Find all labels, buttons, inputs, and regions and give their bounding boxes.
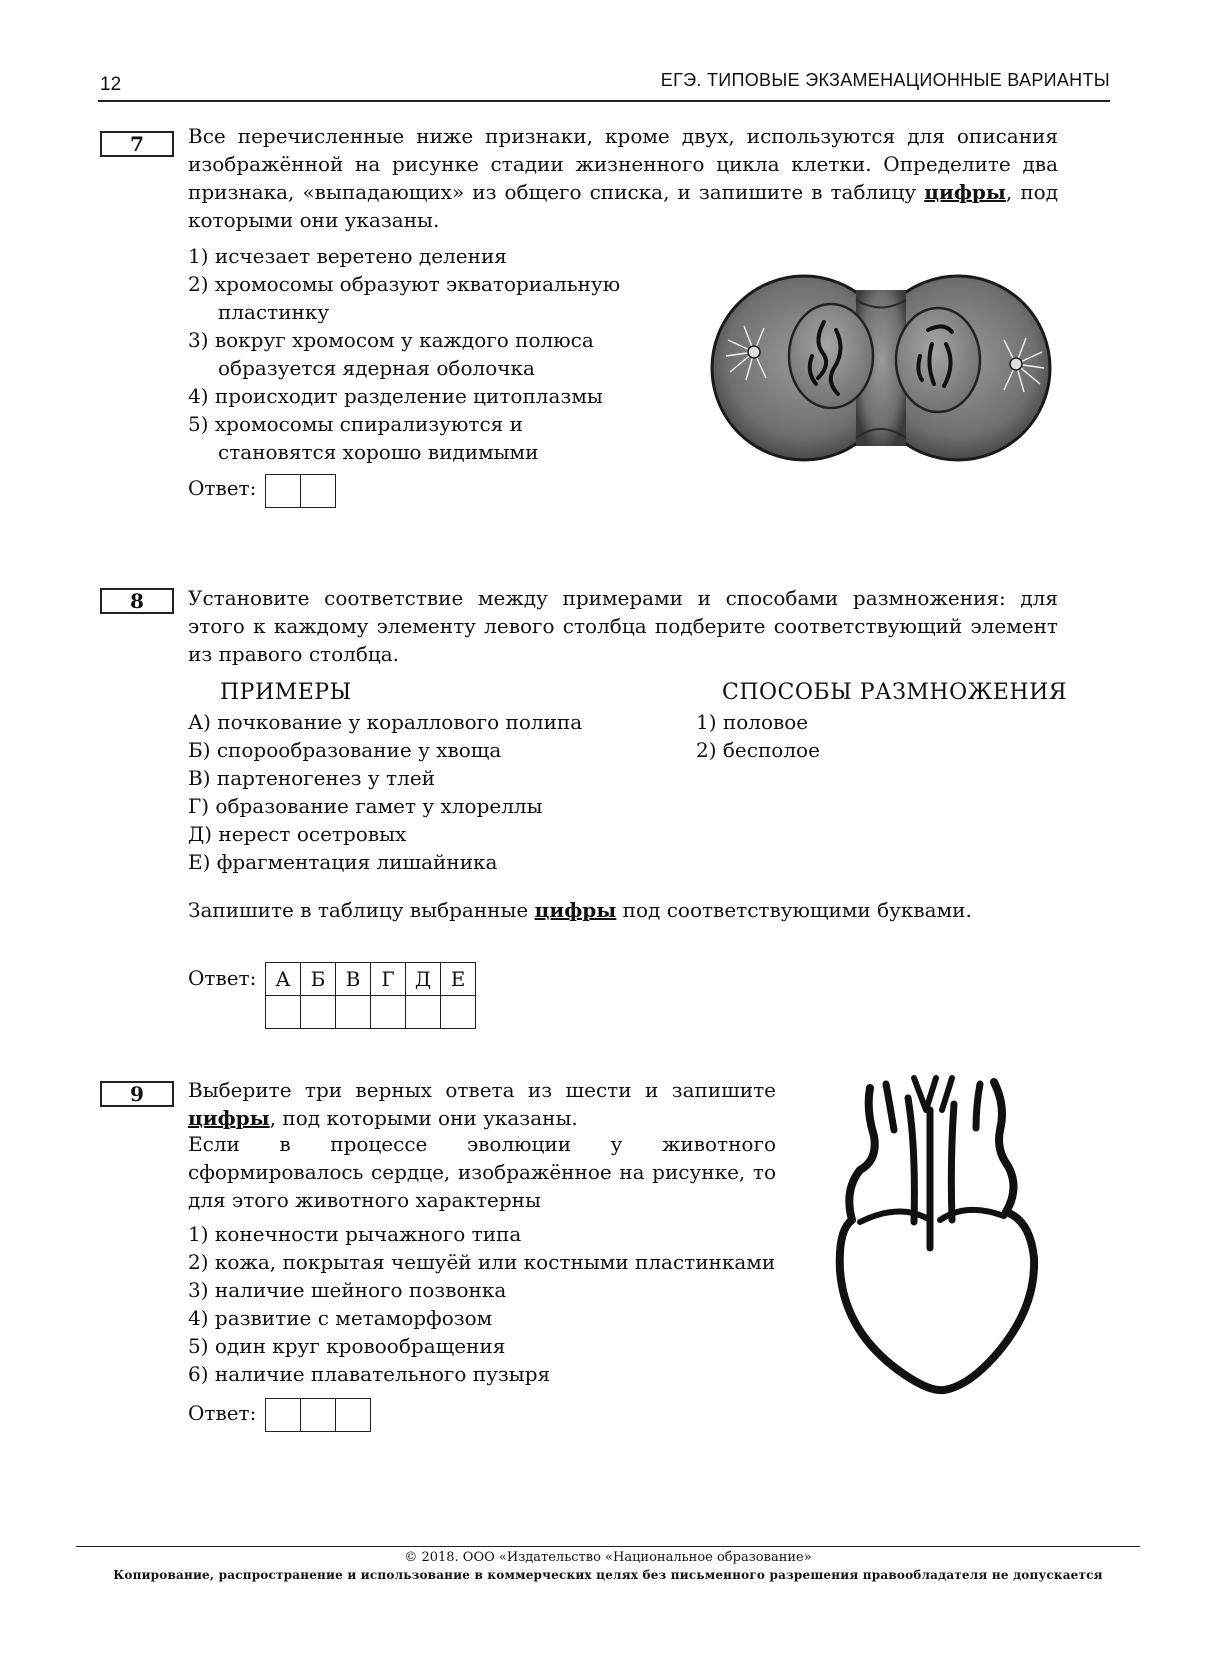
examples-column-header: ПРИМЕРЫ	[220, 680, 352, 705]
answer-letter: А	[266, 963, 301, 996]
list-item: 3) наличие шейного позвонка	[188, 1278, 507, 1302]
question-8-instruction: Запишите в таблицу выбранные цифры под соответствующими буквами.	[188, 898, 972, 922]
answer-cell[interactable]	[266, 475, 301, 508]
list-item: 1) половое	[696, 710, 809, 734]
list-item: Д) нерест осетровых	[188, 822, 407, 846]
header-divider	[98, 100, 1110, 102]
answer-cell[interactable]	[406, 996, 441, 1029]
emphasis-digits: цифры	[188, 1106, 270, 1130]
list-item: 3) вокруг хромосом у каждого полюса образуется ядерная оболочка	[188, 328, 594, 380]
answer-cell[interactable]	[301, 1399, 336, 1432]
question-7-answer-label: Ответ:	[188, 476, 257, 500]
answer-letter: Д	[406, 963, 441, 996]
answer-letter: Б	[301, 963, 336, 996]
cell-division-figure	[706, 260, 1056, 480]
list-item: 2) бесполое	[696, 738, 820, 762]
question-8-examples	[188, 708, 638, 876]
methods-column-header: СПОСОБЫ РАЗМНОЖЕНИЯ	[722, 680, 1068, 705]
question-7-number: 7	[100, 131, 174, 157]
answer-cell[interactable]	[336, 1399, 371, 1432]
list-item: 1) конечности рычажного типа	[188, 1222, 522, 1246]
question-8-methods	[696, 708, 996, 764]
question-9-answer-label: Ответ:	[188, 1401, 257, 1425]
question-8-number: 8	[100, 588, 174, 614]
list-item: А) почкование у кораллового полипа	[188, 710, 583, 734]
answer-cell[interactable]	[301, 475, 336, 508]
emphasis-digits: цифры	[534, 898, 617, 922]
emphasis-digits: цифры	[924, 180, 1006, 204]
running-header-title: ЕГЭ. ТИПОВЫЕ ЭКЗАМЕНАЦИОННЫЕ ВАРИАНТЫ	[660, 70, 1110, 90]
question-8-answer-table	[265, 962, 476, 1029]
question-9-answer-table	[265, 1398, 371, 1432]
list-item: 6) наличие плавательного пузыря	[188, 1362, 551, 1386]
left-nucleus	[789, 304, 873, 408]
list-item: 5) один круг кровообращения	[188, 1334, 506, 1358]
question-7-text: Все перечисленные ниже признаки, кроме двух, используются для описания изображённой на рисунке стадии жизненного цикла клетки. Определите два признака, «выпадающих» из общего списка, и запишите в таблицу цифры, под которыми они указаны.	[188, 124, 1059, 232]
answer-cell[interactable]	[336, 996, 371, 1029]
question-9-options	[188, 1220, 788, 1388]
answer-letter: В	[336, 963, 371, 996]
list-item: В) партеногенез у тлей	[188, 766, 435, 790]
answer-cell[interactable]	[266, 996, 301, 1029]
footer-divider	[76, 1546, 1140, 1547]
footer-copyright: © 2018. ООО «Издательство «Национальное образование»	[404, 1550, 812, 1565]
question-9-number: 9	[100, 1081, 174, 1107]
question-8-text: Установите соответствие между примерами и способами размножения: для этого к каждому элементу левого столбца подберите соответствующий элемент из правого столбца.	[188, 586, 1058, 666]
question-9-intro: Выберите три верных ответа из шести и запишите цифры, под которыми они указаны.	[188, 1078, 776, 1130]
list-item: 4) развитие с метаморфозом	[188, 1306, 493, 1330]
question-7-answer-table	[265, 474, 336, 508]
answer-cell[interactable]	[301, 996, 336, 1029]
answer-letter: Е	[441, 963, 476, 996]
list-item: 5) хромосомы спирализуются и становятся хорошо видимыми	[188, 412, 539, 464]
footer-notice: Копирование, распространение и использование в коммерческих целях без письменного разрешения правообладателя не допускается	[113, 1568, 1103, 1582]
list-item: Е) фрагментация лишайника	[188, 850, 498, 874]
heart-figure	[830, 1070, 1050, 1400]
answer-cell[interactable]	[441, 996, 476, 1029]
answer-cell[interactable]	[266, 1399, 301, 1432]
answer-letter: Г	[371, 963, 406, 996]
list-item: 4) происходит разделение цитоплазмы	[188, 384, 603, 408]
right-nucleus	[896, 308, 980, 412]
list-item: Г) образование гамет у хлореллы	[188, 794, 543, 818]
list-item: Б) спорообразование у хвоща	[188, 738, 502, 762]
list-item: 1) исчезает веретено деления	[188, 244, 507, 268]
question-9-text: Если в процессе эволюции у животного сформировалось сердце, изображённое на рисунке, то для этого животного характерны	[188, 1132, 776, 1212]
answer-cell[interactable]	[371, 996, 406, 1029]
question-7-options	[188, 242, 646, 466]
list-item: 2) кожа, покрытая чешуёй или костными пластинками	[188, 1250, 776, 1274]
page-number: 12	[100, 74, 122, 95]
question-8-answer-label: Ответ:	[188, 966, 257, 990]
list-item: 2) хромосомы образуют экваториальную пластинку	[188, 272, 621, 324]
